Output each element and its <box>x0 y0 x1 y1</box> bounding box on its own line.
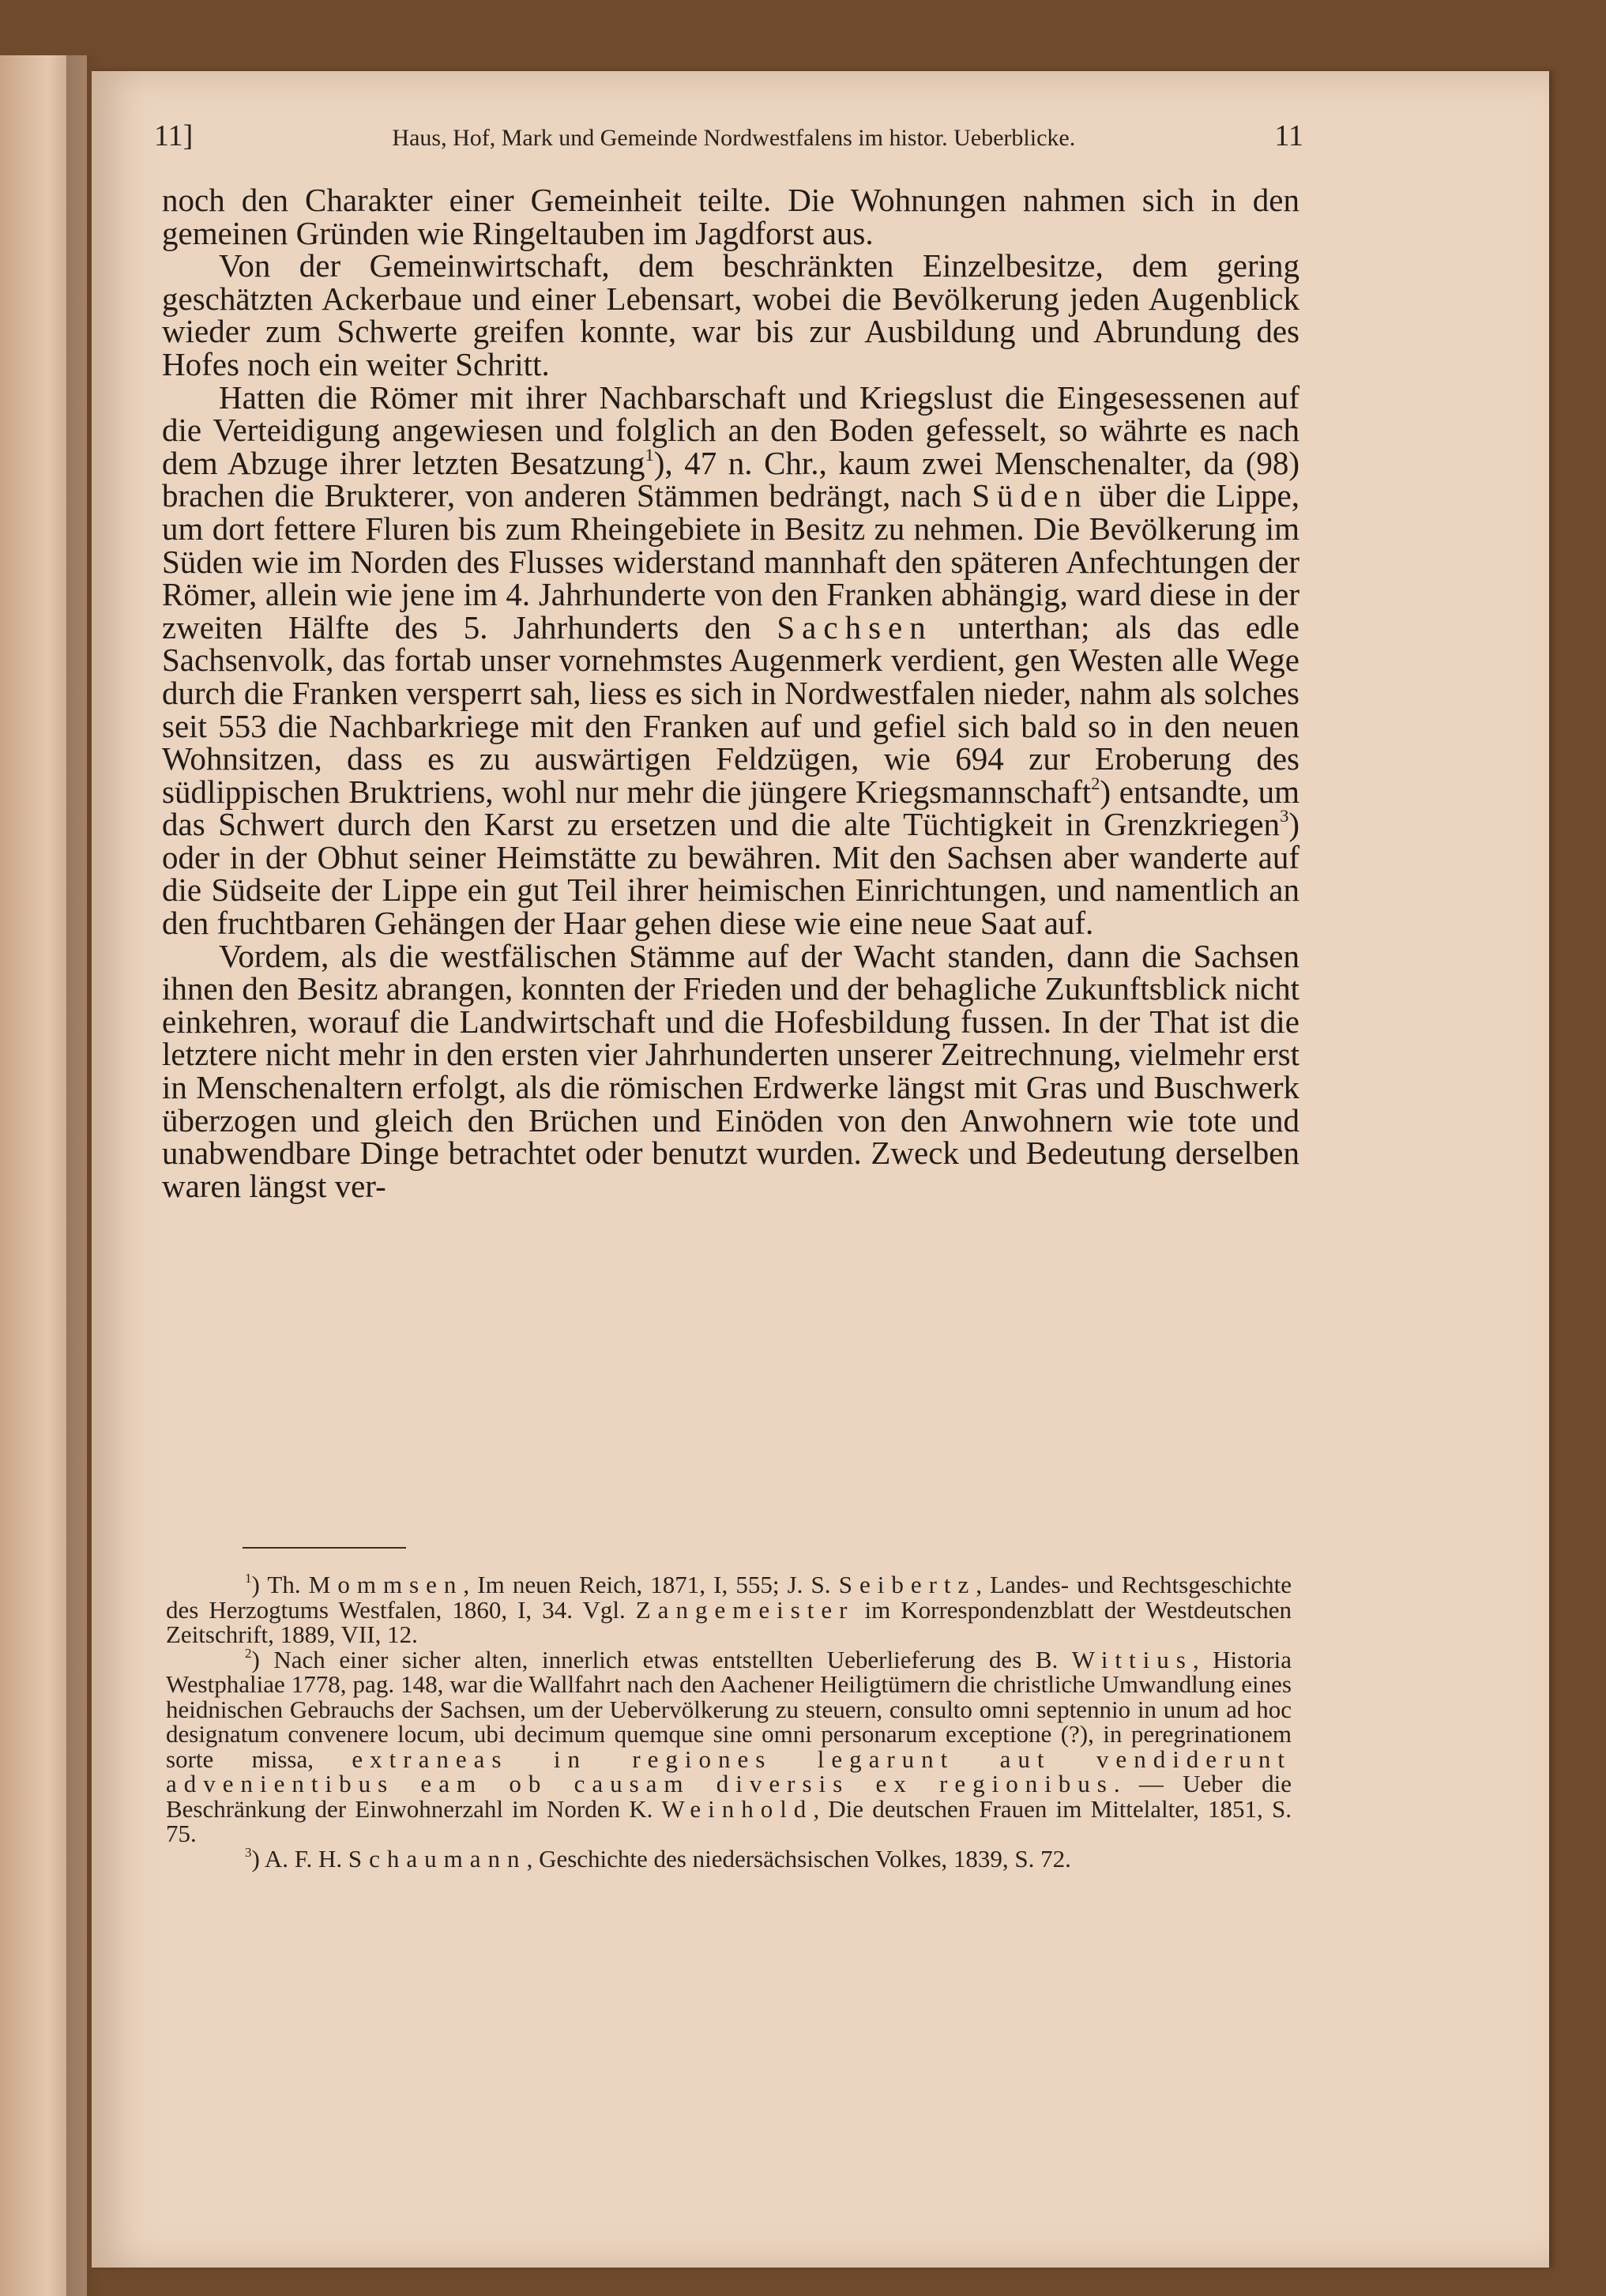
footnote-2 <box>166 1647 1292 1846</box>
footnote-ref-3: 3 <box>1280 806 1289 826</box>
main-text <box>162 184 1299 1203</box>
footnote-mark: 2 <box>245 1645 252 1661</box>
header-title: Haus, Hof, Mark und Gemeinde Nordwestfalens im histor. Ueberblicke. <box>392 125 1076 151</box>
paragraph-2: Von der Gemeinwirtschaft, dem beschränkten Einzelbesitze, dem gering geschätzten Ackerbaue und einer Lebensart, wobei die Bevölkerung jeden Augenblick wieder zum Schwerte greifen konnte, war bis zur Ausbildung und Abrundung des Hofes noch ein weiter Schritt. <box>162 247 1299 382</box>
running-header <box>154 119 1303 153</box>
text-run: ), 47 n. Chr., kaum zwei Menschenalter, da (98) brachen die Brukterer, von anderen Stämmen bedrängt, nach <box>162 444 1299 514</box>
footnote-mark: 1 <box>245 1571 252 1586</box>
text-run: ) A. F. H. <box>251 1844 343 1873</box>
text-run: unterthan; als das edle Sachsenvolk, das fortab unser vornehmstes Augenmerk verdient, gen Westen alle Wege durch die Franken versperrt sah, liess es sich in Nordwestfalen nieder, nahm als solches seit 553 die Nachbarkriege mit den Franken auf und gefiel sich bald so in den neuen Wohnsitzen, dass es zu auswärtigen Feldzügen, wie 694 zur Eroberung des südlippischen Bruktriens, wohl nur mehr die jüngere Kriegsmannschaft <box>162 608 1299 810</box>
text-run: im Korrespondenzblatt der Westdeutschen Zeitschrift, 1889, VII, 12. <box>166 1595 1292 1648</box>
text-run: über die Lippe, um dort fettere Fluren bis zum Rheingebiete in Besitz zu nehmen. Die Bevölkerung im Süden wie im Norden des Flusses widerstand mannhaft den späteren Anfechtungen der Römer, allein wie jene im 4. Jahrhunderte von den Franken abhängig, ward diese in der zweiten Hälfte des 5. Jahrhunderts den <box>162 477 1299 646</box>
paragraph-3 <box>162 378 1299 942</box>
spaced-word-sachsen: Sachsen <box>777 608 933 646</box>
text-run: ) Nach einer sicher alten, innerlich etwas entstellten Ueberlieferung des B. <box>251 1645 1059 1673</box>
text-run: , Geschichte des niedersächsischen Volkes, 1839, S. 72. <box>526 1844 1071 1873</box>
footnote-mark: 3 <box>245 1844 252 1860</box>
text-run: , Landes- und Rechtsgeschichte des Herzogtums Westfalen, 1860, I, 34. Vgl. <box>166 1571 1292 1624</box>
footnotes <box>166 1572 1292 1871</box>
spaced-name: Zangemeister <box>635 1595 855 1624</box>
paragraph-1: noch den Charakter einer Gemeinheit teilte. Die Wohnungen nahmen sich in den gemeinen Gründen wie Ringeltauben im Jagdforst aus. <box>162 182 1299 251</box>
text-run: , Die deutschen Frauen im Mittelalter, 1851, S. 75. <box>166 1794 1292 1847</box>
text-run: , Historia Westphaliae 1778, pag. 148, war die Wallfahrt nach den Aachener Heiligtümern die christliche Umwandlung eines heidnischen Gebrauchs der Sachsen, um der Uebervölkerung zu steuern, consulto omni septennio in unum ad hoc designatum convenere locum, ubi decimum quemque sine omni personarum exceptione (?), in peregrinationem sorte missa, <box>166 1645 1292 1773</box>
footnote-ref-2: 2 <box>1091 773 1100 793</box>
spaced-name: Wittius <box>1071 1645 1193 1673</box>
footnote-3 <box>166 1846 1292 1872</box>
header-right-page-number: 11 <box>1274 119 1303 152</box>
footnote-1 <box>166 1572 1292 1647</box>
text-run: ) entsandte, um das Schwert durch den Karst zu ersetzen und die alte Tüchtigkeit in Grenzkriegen <box>162 773 1299 843</box>
text-run: Hatten die Römer mit ihrer Nachbarschaft und Kriegslust die Eingesessenen auf die Verteidigung angewiesen und folglich an den Boden gefesselt, so währte es nach dem Abzuge ihrer letzten Besatzung <box>162 378 1299 481</box>
header-left-page-number: 11] <box>154 119 194 152</box>
spaced-name: Mommsen <box>308 1571 464 1598</box>
text-run: , Im neuen Reich, 1871, I, 555; J. S. <box>463 1571 831 1598</box>
paragraph-4: Vordem, als die westfälischen Stämme auf der Wacht standen, dann die Sachsen ihnen den Besitz abrangen, konnten der Frieden und der behagliche Zukunftsblick nicht einkehren, worauf die Landwirtschaft und die Hofesbildung fussen. In der That ist die letztere nicht mehr in den ersten vier Jahrhunderten unserer Zeitrechnung, vielmehr erst in Menschenaltern erfolgt, als die römischen Erdwerke längst mit Gras und Buschwerk überzogen und gleich den Brüchen und Einöden von den Anwohnern wie tote und unabwendbare Dinge betrachtet oder benutzt wurden. Zweck und Bedeutung derselben waren längst ver- <box>162 937 1299 1204</box>
footnote-separator <box>243 1547 406 1549</box>
text-run: ) oder in der Obhut seiner Heimstätte zu bewähren. Mit den Sachsen aber wanderte auf die Südseite der Lippe ein gut Teil ihrer heimischen Einrichtungen, und namentlich an den fruchtbaren Gehängen der Haar gehen diese wie eine neue Saat auf. <box>162 806 1299 942</box>
spaced-name: Schaumann <box>348 1844 527 1873</box>
text-run: . — Ueber die Beschränkung der Einwohnerzahl im Norden K. <box>166 1770 1292 1823</box>
footnote-ref-1: 1 <box>645 444 654 465</box>
text-run: ) Th. <box>251 1571 301 1598</box>
spaced-latin-quote: extraneas in regiones legarunt aut vendiderunt advenientibus eam ob causam diversis ex regionibus <box>166 1745 1292 1797</box>
spaced-name: Seibertz <box>838 1571 976 1598</box>
spaced-name: Weinhold <box>661 1794 814 1823</box>
spaced-word-sueden: Süden <box>972 477 1089 514</box>
